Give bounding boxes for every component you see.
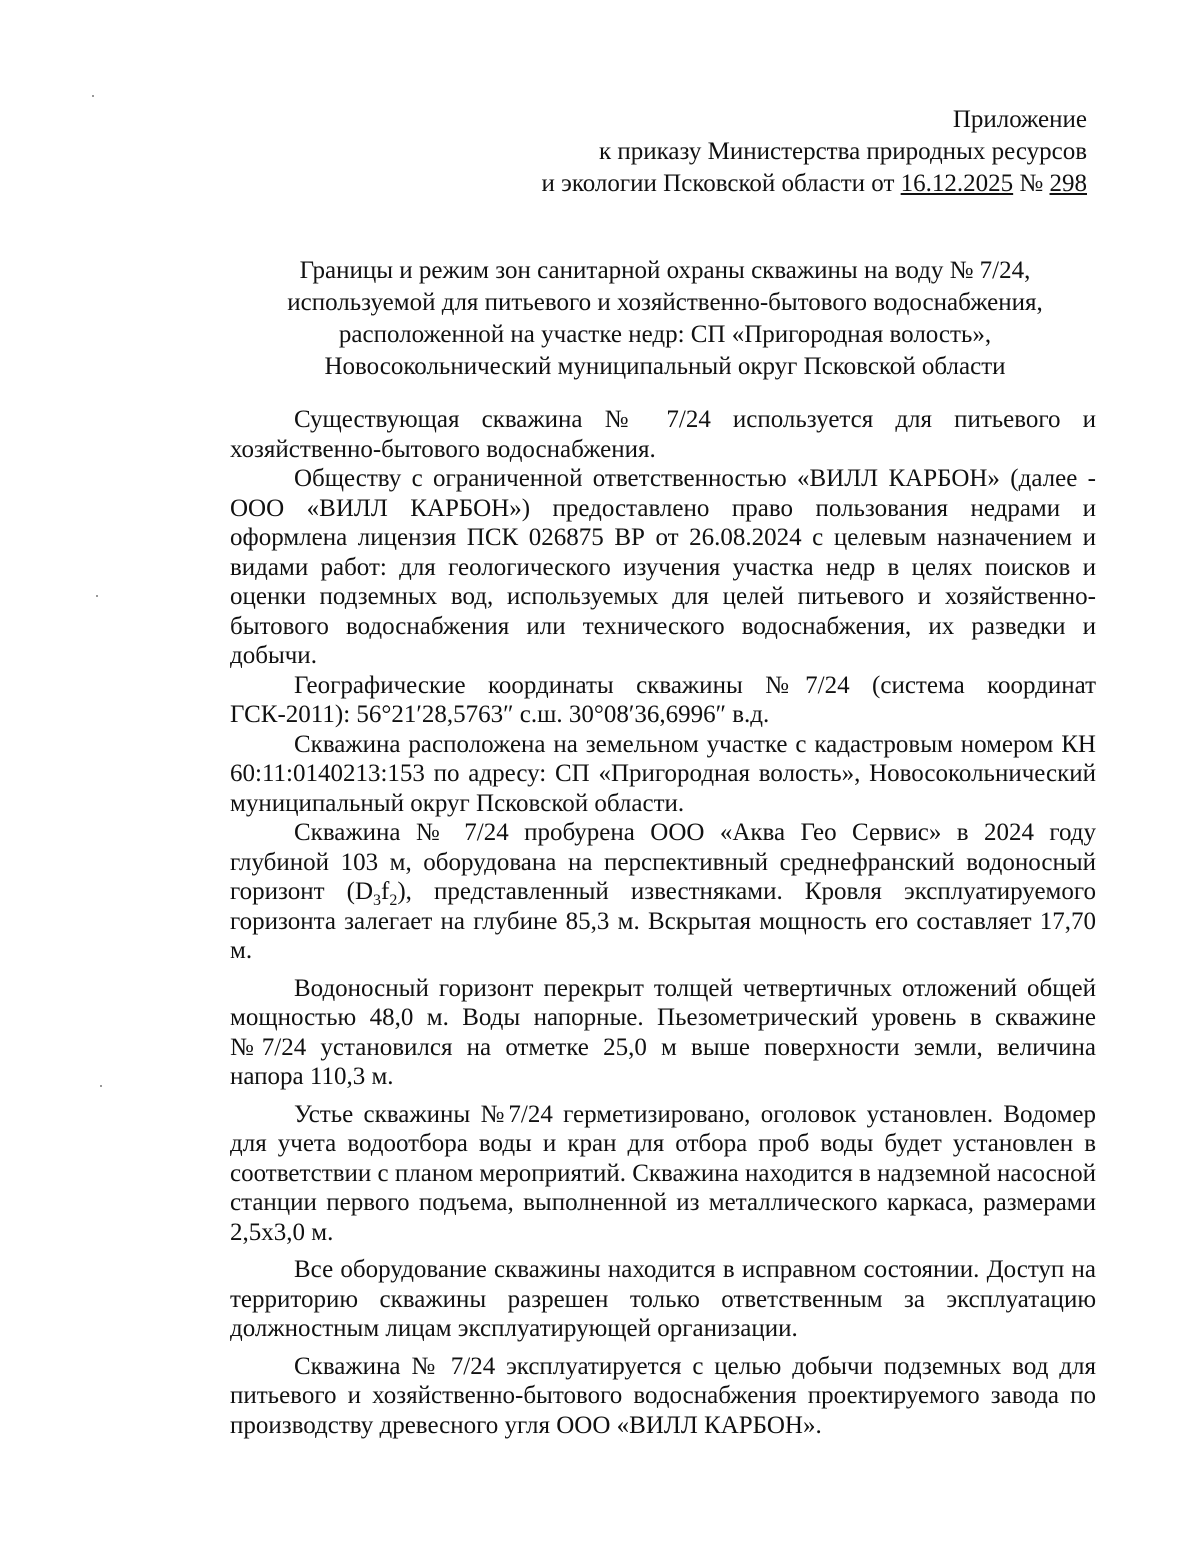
- paragraph-5-part-b: f: [381, 878, 390, 905]
- header-line-1: Приложение: [952, 106, 1087, 133]
- paragraph-9: Скважина № 7/24 эксплуатируется с целью добычи подземных вод для питьевого и хозяйственно-бытового водоснабжения проектируемого завода по производству древесного угля ООО «ВИЛЛ КАРБОН».: [230, 1352, 1096, 1439]
- header-line-3: [542, 168, 1087, 200]
- header-line-3-prefix: и экологии Псковской области от: [541, 170, 901, 197]
- title-line-4: Новосокольнический муниципальный округ Псковской области: [324, 353, 1006, 380]
- order-date: 16.12.2025: [900, 170, 1014, 197]
- header-line-2: к приказу Министерства природных ресурсов: [598, 138, 1087, 165]
- document-title: [225, 255, 1105, 383]
- paragraph-2: Обществу с ограниченной ответственностью «ВИЛЛ КАРБОН» (далее - ООО «ВИЛЛ КАРБОН») предоставлено право пользования недрами и оформлена лицензия ПСК 026875 ВР от 26.08.2024 с целевым назначением и видами работ: для геологического изучения участка недр в целях поисков и оценки подземных вод, используемых для целей питьевого и хозяйственно-бытового водоснабжения или технического водоснабжения, их разведки и добычи.: [230, 465, 1096, 669]
- title-line-2: используемой для питьевого и хозяйственно-бытового водоснабжения,: [287, 289, 1043, 316]
- scan-speck: [100, 1085, 102, 1087]
- paragraph-7: Устье скважины №7/24 герметизировано, оголовок установлен. Водомер для учета водоотбора воды и кран для отбора проб воды будет установлен в соответствии с планом мероприятий. Скважина находится в надземной насосной станции первого подъема, выполненной из металлического каркаса, размерами 2,5х3,0 м.: [230, 1100, 1096, 1246]
- paragraph-8: Все оборудование скважины находится в исправном состоянии. Доступ на территорию скважины разрешен только ответственным за эксплуатацию должностным лицам эксплуатирующей организации.: [230, 1256, 1096, 1342]
- title-line-1: Границы и режим зон санитарной охраны скважины на воду № 7/24,: [299, 257, 1031, 284]
- paragraph-1: Существующая скважина № 7/24 используется для питьевого и хозяйственно-бытового водоснабжения.: [230, 406, 1096, 463]
- paragraph-5-part-a: Скважина № 7/24 пробурена ООО «Аква Гео Сервис» в 2024 году глубиной 103 м, оборудована на перспективный среднефранский водоносный горизонт (D: [230, 819, 1096, 905]
- document-body: [230, 405, 1096, 1440]
- scan-speck: [92, 95, 94, 97]
- title-line-3: расположенной на участке недр: СП «Пригородная волость»,: [338, 321, 992, 348]
- appendix-header: [542, 104, 1087, 200]
- paragraph-4: Скважина расположена на земельном участке с кадастровым номером КН 60:11:0140213:153 по адресу: СП «Пригородная волость», Новосокольнический муниципальный округ Псковской области.: [230, 730, 1096, 817]
- paragraph-6: Водоносный горизонт перекрыт толщей четвертичных отложений общей мощностью 48,0 м. Воды напорные. Пьезометрический уровень в скважине №7/24 установился на отметке 25,0 м выше поверхности земли, величина напора 110,3 м.: [230, 974, 1096, 1090]
- paragraph-5-part-c: ), представленный известняками. Кровля эксплуатируемого горизонта залегает на глубине 85,3 м. Вскрытая мощность его составляет 17,70 м.: [230, 878, 1096, 964]
- order-number: 298: [1049, 170, 1087, 197]
- paragraph-5: [230, 818, 1096, 966]
- scan-speck: [96, 595, 98, 597]
- paragraph-3: Географические координаты скважины №7/24 (система координат ГСК-2011): 56°21′28,5763″ с.ш. 30°08′36,6996″ в.д.: [230, 671, 1096, 728]
- subscript-2: 2: [389, 892, 398, 909]
- number-sign: №: [1013, 170, 1050, 197]
- subscript-3: 3: [373, 892, 382, 909]
